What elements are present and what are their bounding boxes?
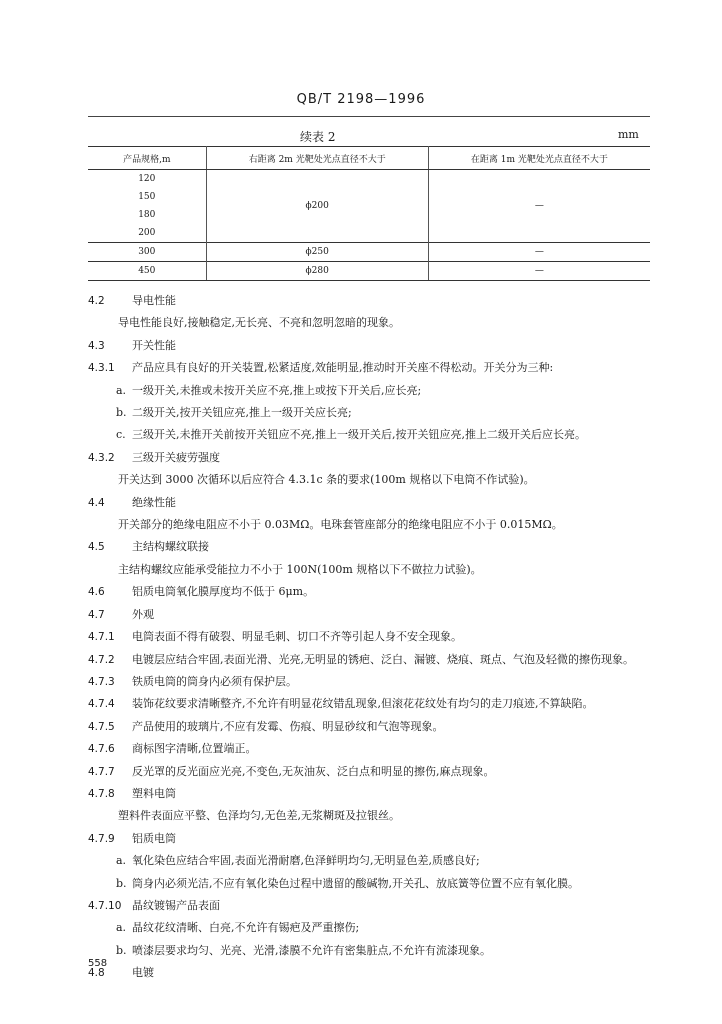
clause-line	[88, 895, 658, 917]
line-text: 商标图字清晰,位置端正。	[132, 742, 257, 756]
clause-line	[88, 828, 658, 850]
clause-line	[88, 962, 658, 984]
clause-number: 4.5	[88, 541, 105, 554]
table-row	[88, 170, 650, 189]
line-text: 电镀	[132, 966, 154, 980]
paragraph-line	[88, 805, 658, 827]
header-rule	[88, 116, 650, 117]
page-number: 558	[88, 958, 108, 969]
paragraph-line	[88, 469, 658, 491]
spec-table	[88, 146, 650, 281]
clause-number: 4.7.5	[88, 720, 115, 733]
clause-number: 4.3.2	[88, 451, 115, 464]
line-text: 开关部分的绝缘电阻应不小于 0.03MΩ。电珠套管座部分的绝缘电阻应不小于 0.015MΩ。	[118, 518, 563, 532]
table-caption: 续表 2	[300, 130, 336, 144]
clause-line	[88, 536, 658, 558]
list-label: b.	[116, 406, 127, 420]
clause-line	[88, 716, 658, 738]
clause-number: 4.3.1	[88, 362, 115, 375]
clause-line	[88, 357, 658, 379]
cell-spec: 180	[88, 206, 206, 224]
line-text: 铝质电筒	[132, 831, 176, 845]
list-item	[88, 402, 658, 424]
cell-d1: —	[534, 201, 544, 211]
list-item	[88, 850, 658, 872]
cell-spec: 450	[88, 262, 206, 281]
col-header-2m: 右距离 2m 光靶处光点直径不大于	[206, 147, 428, 170]
clause-number: 4.8	[88, 967, 105, 980]
cell-d2: ϕ200	[206, 170, 428, 243]
line-text: 晶纹花纹清晰、白亮,不允许有锡疤及严重擦伤;	[132, 921, 360, 935]
document-body	[88, 290, 658, 985]
line-text: 喷漆层要求均匀、光亮、光滑,漆膜不允许有密集脏点,不允许有流漆现象。	[132, 943, 491, 957]
line-text: 主结构螺纹应能承受能拉力不小于 100N(100m 规格以下不做拉力试验)。	[118, 562, 482, 576]
clause-number: 4.7.6	[88, 743, 115, 756]
clause-number: 4.7.3	[88, 675, 115, 688]
cell-spec: 200	[88, 224, 206, 243]
clause-number: 4.2	[88, 295, 105, 307]
clause-line	[88, 738, 658, 760]
clause-line	[88, 447, 658, 469]
paragraph-line	[88, 312, 658, 334]
line-text: 铝质电筒氧化膜厚度均不低于 6μm。	[132, 585, 315, 599]
clause-number: 4.7.8	[88, 787, 115, 800]
line-text: 产品应具有良好的开关装置,松紧适度,效能明显,推动时开关座不得松动。开关分为三种:	[132, 361, 554, 375]
line-text: 电筒表面不得有破裂、明显毛刺、切口不齐等引起人身不安全现象。	[132, 630, 462, 644]
clause-line	[88, 581, 658, 603]
cell-d1: —	[428, 243, 650, 262]
line-text: 产品使用的玻璃片,不应有发霉、伤痕、明显砂纹和气泡等现象。	[132, 719, 444, 733]
line-text: 三级开关疲劳强度	[132, 450, 220, 464]
line-text: 三级开关,未推开关前按开关钮应不亮,推上一级开关后,按开关钮应亮,推上二级开关后应长亮。	[132, 428, 586, 442]
clause-line	[88, 693, 658, 715]
list-item	[88, 380, 658, 402]
list-item	[88, 424, 658, 446]
line-text: 二级开关,按开关钮应亮,推上一级开关应长亮;	[132, 406, 352, 420]
clause-line	[88, 290, 658, 312]
clause-line	[88, 761, 658, 783]
table-row	[88, 262, 650, 281]
clause-line	[88, 492, 658, 514]
line-text: 开关性能	[132, 338, 176, 352]
clause-number: 4.7.4	[88, 698, 115, 711]
line-text: 电镀层应结合牢固,表面光滑、光亮,无明显的锈疤、泛白、漏镀、烧痕、斑点、气泡及轻微的擦伤现象。	[132, 652, 634, 666]
paragraph-line	[88, 514, 658, 536]
list-label: a.	[116, 383, 127, 397]
line-text: 塑料件表面应平整、色泽均匀,无色差,无浆糊斑及拉银丝。	[118, 809, 400, 823]
standard-code-header: QB/T 2198—1996	[296, 92, 426, 107]
clause-line	[88, 783, 658, 805]
list-label: b.	[116, 943, 127, 957]
clause-number: 4.6	[88, 586, 105, 599]
table-unit: mm	[618, 128, 639, 141]
cell-spec: 150	[88, 188, 206, 206]
clause-number: 4.7.9	[88, 832, 115, 845]
line-text: 开关达到 3000 次循环以后应符合 4.3.1c 条的要求(100m 规格以下电筒不作试验)。	[118, 473, 535, 487]
list-label: a.	[116, 921, 127, 935]
cell-d1: —	[428, 262, 650, 281]
line-text: 主结构螺纹联接	[132, 540, 209, 554]
paragraph-line	[88, 559, 658, 581]
clause-line	[88, 649, 658, 671]
line-text: 一级开关,未推或未按开关应不亮,推上或按下开关后,应长亮;	[132, 383, 422, 397]
clause-number: 4.4	[88, 496, 105, 509]
list-item	[88, 940, 658, 962]
clause-line	[88, 335, 658, 357]
list-item	[88, 917, 658, 939]
col-header-spec: 产品规格,m	[88, 147, 206, 170]
line-text: 装饰花纹要求清晰整齐,不允许有明显花纹错乱现象,但滚花花纹处有均匀的走刀痕迹,不算缺陷。	[132, 697, 594, 711]
line-text: 氧化染色应结合牢固,表面光滑耐磨,色泽鲜明均匀,无明显色差,质感良好;	[132, 854, 480, 868]
line-text: 铁质电筒的筒身内必须有保护层。	[132, 674, 297, 688]
line-text: 绝缘性能	[132, 495, 176, 509]
line-text: 筒身内必须光洁,不应有氧化染色过程中遗留的酸碱物,开关孔、放底簧等位置不应有氧化膜。	[132, 876, 579, 890]
cell-d2: ϕ250	[206, 243, 428, 262]
line-text: 导电性能	[132, 294, 176, 307]
cell-d2: ϕ280	[206, 262, 428, 281]
clause-line	[88, 671, 658, 693]
clause-number: 4.7.10	[88, 899, 122, 912]
line-text: 反光罩的反光面应光亮,不变色,无灰油灰、泛白点和明显的擦伤,麻点现象。	[132, 764, 495, 778]
list-item	[88, 873, 658, 895]
clause-number: 4.3	[88, 339, 105, 352]
clause-line	[88, 626, 658, 648]
cell-spec: 120	[88, 170, 206, 189]
list-label: a.	[116, 854, 127, 868]
line-text: 塑料电筒	[132, 786, 176, 800]
list-label: b.	[116, 876, 127, 890]
list-label: c.	[116, 428, 126, 442]
cell-spec: 300	[88, 243, 206, 262]
line-text: 导电性能良好,接触稳定,无长亮、不亮和忽明忽暗的现象。	[118, 316, 400, 330]
clause-number: 4.7.7	[88, 765, 115, 778]
clause-number: 4.7.2	[88, 653, 115, 666]
line-text: 晶纹镀锡产品表面	[132, 898, 220, 912]
line-text: 外观	[132, 607, 154, 621]
col-header-1m: 在距离 1m 光靶处光点直径不大于	[428, 147, 650, 170]
clause-number: 4.7.1	[88, 631, 115, 644]
table-row	[88, 243, 650, 262]
clause-number: 4.7	[88, 608, 105, 621]
clause-line	[88, 604, 658, 626]
